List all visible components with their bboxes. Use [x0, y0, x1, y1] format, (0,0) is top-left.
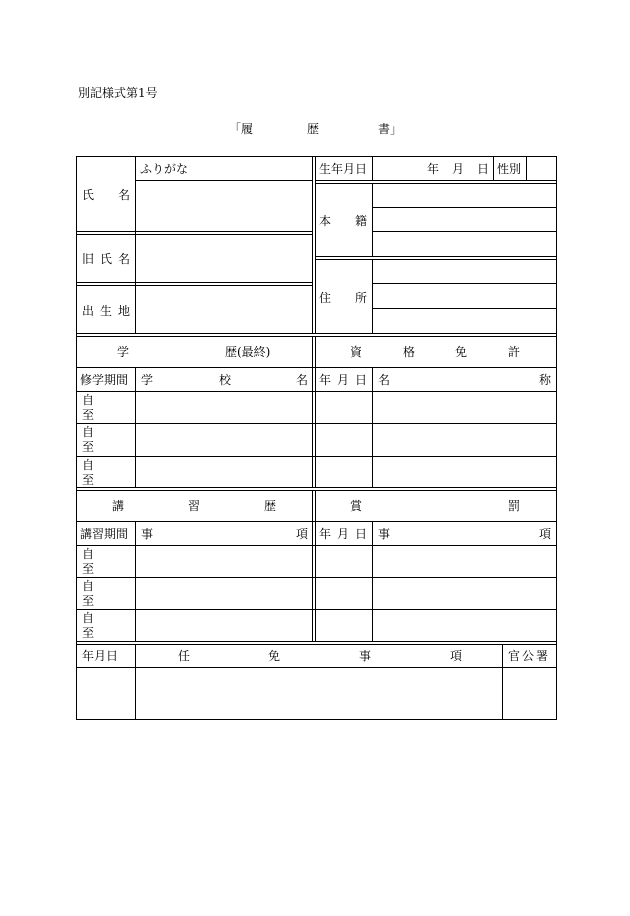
birthdate-day-unit: 日	[477, 162, 490, 176]
training-title-2: 習	[188, 499, 201, 513]
school-name-label-2: 校	[219, 373, 232, 387]
birthplace-label-3: 地	[118, 304, 131, 318]
title-middle: 歴	[307, 122, 320, 136]
title-open: 「履	[229, 122, 254, 136]
education-to-label: 至	[82, 440, 95, 454]
appointment-item-field[interactable]	[136, 668, 502, 719]
training-to-label: 至	[82, 626, 95, 640]
name-field[interactable]	[136, 181, 312, 231]
qualification-title-4: 許	[508, 345, 521, 359]
domicile-label-1: 本	[319, 214, 332, 228]
qualification-title-3: 免	[455, 345, 468, 359]
qualification-date-field-3[interactable]	[316, 457, 372, 487]
former-name-label-2: 氏	[100, 252, 113, 266]
education-to-label: 至	[82, 473, 95, 487]
awards-date-year: 年	[319, 527, 332, 541]
education-detail-field-3[interactable]	[136, 457, 312, 487]
school-name-label-3: 名	[296, 373, 309, 387]
furigana-field[interactable]	[136, 157, 312, 180]
qualification-name-field-3[interactable]	[373, 457, 556, 487]
appointment-date-label: 年月日	[82, 649, 119, 663]
award-date-field-3[interactable]	[316, 610, 372, 640]
training-detail-field-1[interactable]	[136, 546, 312, 576]
appointment-title-1: 任	[178, 649, 191, 663]
office-label-2: 公	[522, 649, 535, 663]
appointment-title-4: 項	[450, 649, 463, 663]
education-detail-field-1[interactable]	[136, 392, 312, 422]
birthplace-label-2: 生	[100, 304, 113, 318]
training-detail-field-2[interactable]	[136, 578, 312, 608]
award-name-field-1[interactable]	[373, 546, 556, 576]
address-label-2: 所	[355, 291, 368, 305]
qualification-title-1: 資	[350, 345, 363, 359]
address-field[interactable]	[373, 260, 556, 333]
education-period-field-3[interactable]	[77, 457, 135, 487]
awards-date-month: 月	[337, 527, 350, 541]
training-period-field-1[interactable]	[77, 546, 135, 576]
education-from-label: 自	[82, 393, 95, 407]
office-label-1: 官	[508, 649, 521, 663]
appointment-date-field[interactable]	[77, 668, 135, 719]
domicile-label-2: 籍	[355, 214, 368, 228]
qualification-name-label-1: 名	[378, 373, 391, 387]
title-close: 書」	[378, 122, 403, 136]
office-label-3: 署	[536, 649, 549, 663]
training-period-field-2[interactable]	[77, 578, 135, 608]
qualification-date-field-2[interactable]	[316, 424, 372, 454]
qualification-name-field-2[interactable]	[373, 424, 556, 454]
domicile-field[interactable]	[373, 184, 556, 256]
appointment-office-field[interactable]	[503, 668, 556, 719]
award-name-field-2[interactable]	[373, 578, 556, 608]
appointment-title-2: 免	[268, 649, 281, 663]
qualification-date-year: 年	[319, 373, 332, 387]
awards-title-1: 賞	[350, 499, 363, 513]
former-name-label-3: 名	[118, 252, 131, 266]
training-item-label-1: 事	[141, 527, 154, 541]
qualification-name-field-1[interactable]	[373, 392, 556, 422]
form-number: 別記様式第1号	[78, 86, 158, 100]
qualification-title-2: 格	[403, 345, 416, 359]
training-item-label-2: 項	[296, 527, 309, 541]
birthdate-year-unit: 年	[427, 162, 440, 176]
former-name-label-1: 旧	[82, 252, 95, 266]
training-from-label: 自	[82, 611, 95, 625]
education-period-field-1[interactable]	[77, 392, 135, 422]
training-title-3: 歴	[264, 499, 277, 513]
birthdate-month-unit: 月	[452, 162, 465, 176]
address-label-1: 住	[319, 291, 332, 305]
birthdate-label: 生年月日	[319, 162, 368, 176]
furigana-label: ふりがな	[140, 162, 189, 176]
education-from-label: 自	[82, 425, 95, 439]
award-date-field-2[interactable]	[316, 578, 372, 608]
appointment-title-3: 事	[359, 649, 372, 663]
sex-field[interactable]	[527, 157, 556, 180]
former-name-field[interactable]	[136, 235, 312, 282]
birthplace-field[interactable]	[136, 286, 312, 333]
birthdate-field[interactable]	[373, 157, 493, 180]
awards-item-label-2: 項	[539, 527, 552, 541]
education-detail-field-2[interactable]	[136, 424, 312, 454]
sex-label: 性別	[497, 162, 522, 176]
education-to-label: 至	[82, 408, 95, 422]
training-to-label: 至	[82, 594, 95, 608]
training-from-label: 自	[82, 579, 95, 593]
birthplace-label-1: 出	[82, 304, 95, 318]
qualification-date-field-1[interactable]	[316, 392, 372, 422]
school-name-label-1: 学	[141, 373, 154, 387]
education-title-2: 歴(最終)	[225, 345, 271, 359]
awards-title-2: 罰	[508, 499, 521, 513]
education-title-1: 学	[117, 345, 130, 359]
education-period-field-2[interactable]	[77, 424, 135, 454]
training-to-label: 至	[82, 562, 95, 576]
awards-item-label-1: 事	[378, 527, 391, 541]
name-label-1: 氏	[82, 188, 95, 202]
awards-date-day: 日	[355, 527, 368, 541]
training-from-label: 自	[82, 547, 95, 561]
training-period-field-3[interactable]	[77, 610, 135, 640]
education-from-label: 自	[82, 458, 95, 472]
qualification-name-label-2: 称	[539, 373, 552, 387]
qualification-date-month: 月	[337, 373, 350, 387]
study-period-label: 修学期間	[80, 373, 129, 387]
training-detail-field-3[interactable]	[136, 610, 312, 640]
training-title-1: 講	[112, 499, 125, 513]
training-period-label: 講習期間	[80, 527, 129, 541]
qualification-date-day: 日	[355, 373, 368, 387]
award-date-field-1[interactable]	[316, 546, 372, 576]
award-name-field-3[interactable]	[373, 610, 556, 640]
name-label-2: 名	[118, 188, 131, 202]
